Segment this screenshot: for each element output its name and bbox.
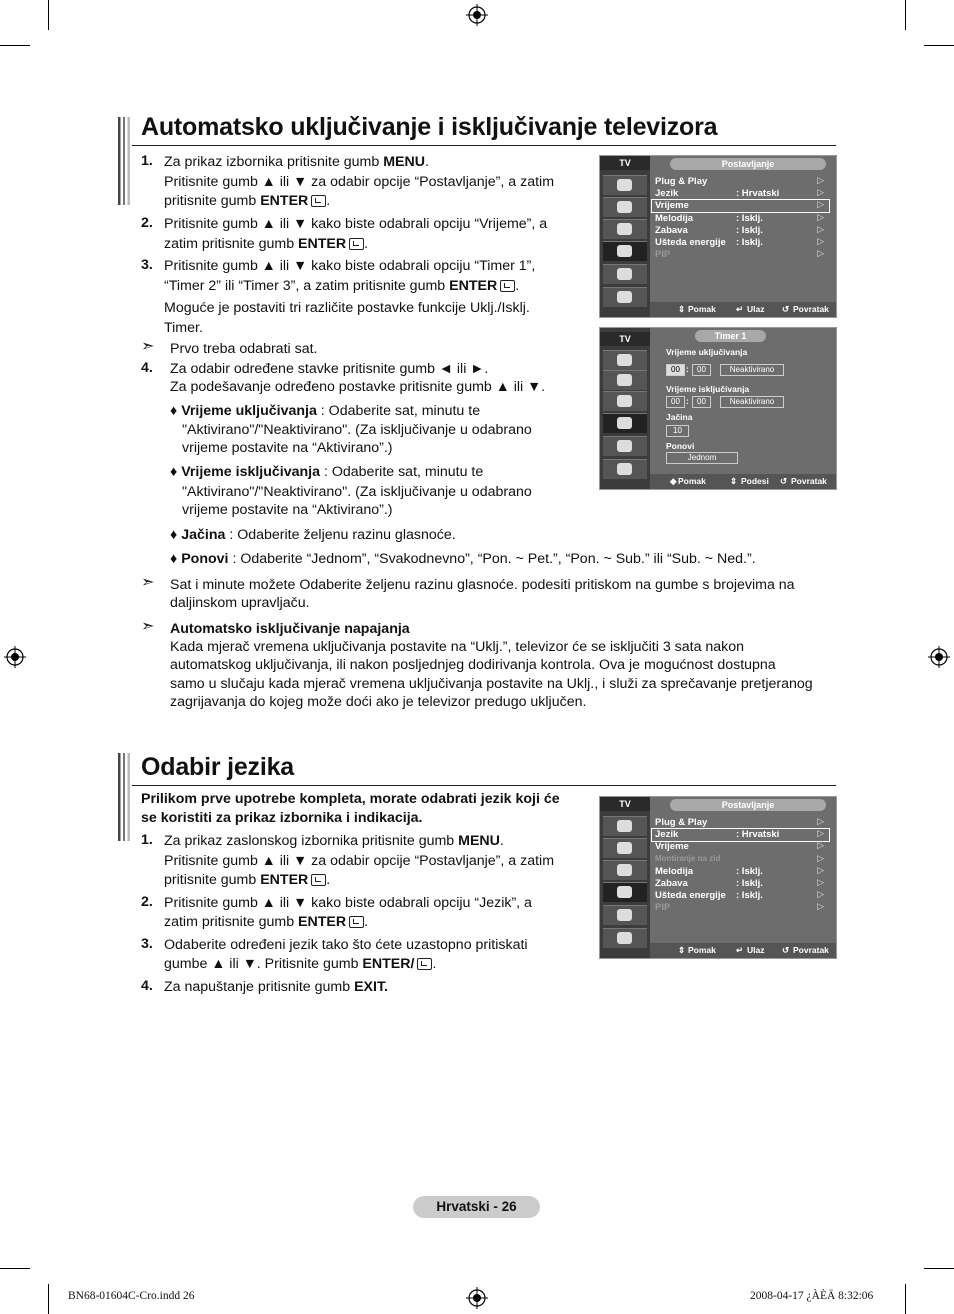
print-footer-left: BN68-01604C-Cro.indd 26 [68,1290,195,1302]
right-arrow-icon: ▷ [817,901,824,911]
bullet-item: ♦ Vrijeme uključivanja : Odaberite sat, minutu te [170,403,481,419]
registration-mark-icon [466,1287,488,1309]
osd-row: Melodija : Isklj. [655,866,763,877]
osd-tv-label: TV [600,156,650,170]
step-text: pritisnite gumb ENTER . [164,872,331,888]
right-arrow-icon: ▷ [817,175,824,185]
bullet-text: vrijeme postavite na “Aktivirano”.) [182,440,393,456]
step-text: Pritisnite gumb ▲ ili ▼ kako biste odabrali opciju “Vrijeme”, a [164,216,548,232]
osd-row: Plug & Play [655,176,708,187]
osd-label: Vrijeme uključivanja [666,347,748,357]
osd-tv-label: TV [600,797,650,811]
right-arrow-icon: ▷ [817,889,824,899]
osd-row: Jezik : Hrvatski [655,829,780,840]
note-text: Sat i minute možete Odaberite željenu razinu glasnoće. podesiti pritiskom na gumbe s brojevima na [170,577,795,593]
application-icon [603,459,647,479]
step-text: zatim pritisnite gumb ENTER . [164,914,369,930]
picture-icon [603,175,647,195]
step-text: Za prikaz zaslonskog izbornika pritisnite gumb MENU. [164,833,504,849]
osd-footer: ◆ Pomak ⇕ Podesi ↺ Povratak [650,474,836,489]
step-text: Za prikaz izbornika pritisnite gumb MENU. [164,154,429,170]
bullet-text: vrijeme postavite na “Aktivirano”.) [182,502,393,518]
enter-icon: ↵ [736,304,744,314]
step-number: 1. [141,153,153,169]
note-text: Prvo treba odabrati sat. [170,341,318,357]
step-text: Za napuštanje pritisnite gumb EXIT. [164,979,388,995]
sound-icon [603,370,647,390]
section-bar [118,753,130,841]
note-arrow-icon: ➣ [141,338,155,355]
registration-mark-icon [4,646,26,668]
enter-icon [311,874,326,886]
sound-icon [603,838,647,858]
bullet-item: ♦ Ponovi : Odaberite “Jednom”, “Svakodnevno”, “Pon. ~ Pet.”, “Pon. ~ Sub.” ili “Sub. ~ Ned.”. [170,551,756,567]
right-arrow-icon: ▷ [817,865,824,875]
print-footer-right: 2008-04-17 ¿ÀÈÄ 8:32:06 [750,1290,874,1302]
step-number: 4. [141,978,153,994]
step-text: zatim pritisnite gumb ENTER . [164,236,369,252]
right-arrow-icon: ▷ [817,212,824,222]
setup-gear-icon [603,413,647,433]
title-rule [132,145,836,146]
crop-mark [924,45,954,46]
note-text: Kada mjerač vremena uključivanja postavite na “Uklj.”, televizor će se isključiti 3 sata nakon [170,639,745,655]
right-arrow-icon: ▷ [817,828,824,838]
title-rule [132,785,836,786]
crop-mark [905,0,906,30]
enter-icon [349,238,364,250]
crop-mark [924,1268,954,1269]
step-text: Moguće je postaviti tri različite postavke funkcije Uklj./Isklj. [164,300,530,316]
registration-mark-icon [466,4,488,26]
osd-header: Postavljanje [670,158,826,170]
note-text: automatskog uključivanja, ili nakon posljednjeg dodirivanja kontrola. Ova je mogućnost dostupna [170,657,776,673]
crop-mark [905,1284,906,1314]
osd-row: Melodija : Isklj. [655,213,763,224]
step-text: Timer. [164,320,203,336]
osd-label: Vrijeme isključivanja [666,384,750,394]
osd-state-box: Neaktivirano [720,364,784,376]
picture-icon [603,350,647,370]
channel-icon [603,860,647,880]
right-arrow-icon: ▷ [817,877,824,887]
bullet-item: ♦ Jačina : Odaberite željenu razinu glasnoće. [170,527,456,543]
osd-colon: : [686,396,689,406]
right-arrow-icon: ▷ [817,853,824,863]
right-arrow-icon: ▷ [817,236,824,246]
step-number: 3. [141,257,153,273]
application-icon [603,287,647,307]
osd-volume-box: 10 [666,425,689,437]
note-arrow-icon: ➣ [141,574,155,591]
bullet-item: ♦ Vrijeme isključivanja : Odaberite sat, minutu te [170,464,484,480]
application-icon [603,928,647,948]
osd-header: Postavljanje [670,799,826,811]
section-title: Odabir jezika [141,753,295,781]
return-icon: ↺ [782,304,790,314]
page-number-badge: Hrvatski - 26 [413,1196,540,1218]
osd-row: Vrijeme [655,841,689,852]
enter-icon [500,280,515,292]
step-text: Odaberite određeni jezik tako što ćete uzastopno pritiskati [164,937,528,953]
step-text: Pritisnite gumb ▲ ili ▼ kako biste odabrali opciju “Timer 1”, [164,258,536,274]
registration-mark-icon [928,646,950,668]
step-text: Za odabir određene stavke pritisnite gumb ◄ ili ►. [170,361,489,377]
osd-repeat-box: Jednom [666,452,738,464]
sound-icon [603,197,647,217]
section-bar [118,117,130,205]
osd-row: PIP [655,249,671,260]
note-text: samo u slučaju kada mjerač vremena uključivanja postavite na Uklj., i služi za sprečavanje pretjeranog [170,676,813,692]
setup-gear-icon [603,241,647,261]
step-number: 2. [141,215,153,231]
bullet-text: "Aktivirano"/"Neaktivirano". (Za isključivanje u odabrano [182,484,532,500]
crop-mark [48,0,49,30]
osd-row: Zabava : Isklj. [655,225,763,236]
enter-icon: ↵ [736,945,744,955]
step-text: “Timer 2” ili “Timer 3”, a zatim pritisnite gumb ENTER . [164,278,520,294]
channel-icon [603,219,647,239]
section-title: Automatsko uključivanje i isključivanje televizora [141,113,718,141]
intro-text: Prilikom prve upotrebe kompleta, morate odabrati jezik koji će [141,791,560,807]
setup-gear-icon [603,882,647,902]
enter-icon [349,916,364,928]
step-text: pritisnite gumb ENTER . [164,193,331,209]
osd-footer: ⇕ Pomak ↵ Ulaz ↺ Povratak [650,943,836,958]
osd-header: Timer 1 [695,330,766,342]
move-icon: ⇕ [678,304,686,314]
right-arrow-icon: ▷ [817,840,824,850]
osd-label: Jačina [666,412,693,422]
step-text: Pritisnite gumb ▲ ili ▼ za odabir opcije “Postavljanje”, a zatim [164,853,555,869]
osd-hour-box: 00 [666,364,685,376]
note-text: zagrijavanja do kojeg može doći ako je televizor predugo uključen. [170,694,587,710]
osd-minute-box: 00 [692,396,711,408]
step-text: Za podešavanje određeno postavke pritisnite gumb ▲ ili ▼. [170,379,546,395]
picture-icon [603,816,647,836]
osd-tv-label: TV [600,332,650,346]
right-arrow-icon: ▷ [817,199,824,209]
crop-mark [0,45,30,46]
step-number: 3. [141,936,153,952]
return-icon: ↺ [782,945,790,955]
osd-row: Vrijeme [655,200,689,211]
move-icon: ⇕ [678,945,686,955]
right-arrow-icon: ▷ [817,187,824,197]
osd-setup-language-menu [599,796,837,959]
osd-row: Montiranje na zid [655,854,721,863]
input-icon [603,436,647,456]
enter-icon [417,958,432,970]
osd-footer: ⇕ Pomak ↵ Ulaz ↺ Povratak [650,302,836,317]
osd-minute-box: 00 [692,364,711,376]
osd-row: Zabava : Isklj. [655,878,763,889]
osd-setup-menu [599,155,837,318]
osd-row: Ušteda energije : Isklj. [655,237,763,248]
move-icon: ◆ [670,476,677,486]
osd-state-box: Neaktivirano [720,396,784,408]
crop-mark [0,1268,30,1269]
channel-icon [603,391,647,411]
right-arrow-icon: ▷ [817,816,824,826]
osd-timer-menu [599,327,837,490]
right-arrow-icon: ▷ [817,224,824,234]
note-text: daljinskom upravljaču. [170,595,310,611]
step-number: 2. [141,894,153,910]
crop-mark [48,1284,49,1314]
osd-row: PIP [655,902,671,913]
osd-row: Ušteda energije : Isklj. [655,890,763,901]
bullet-text: "Aktivirano"/"Neaktivirano". (Za isključivanje u odabrano [182,422,532,438]
note-heading: Automatsko isključivanje napajanja [170,621,410,637]
intro-text: se koristiti za prikaz izbornika i indikacija. [141,810,423,826]
osd-hour-box: 00 [666,396,685,408]
osd-colon: : [686,364,689,374]
adjust-icon: ⇕ [730,476,738,486]
step-text: Pritisnite gumb ▲ ili ▼ za odabir opcije “Postavljanje”, a zatim [164,174,555,190]
right-arrow-icon: ▷ [817,248,824,258]
osd-label: Ponovi [666,441,695,451]
enter-icon [311,195,326,207]
note-arrow-icon: ➣ [141,618,155,635]
input-icon [603,264,647,284]
return-icon: ↺ [780,476,788,486]
step-text: Pritisnite gumb ▲ ili ▼ kako biste odabrali opciju “Jezik”, a [164,895,532,911]
step-number: 1. [141,832,153,848]
step-text: gumbe ▲ ili ▼. Pritisnite gumb ENTER/ . [164,956,437,972]
step-number: 4. [141,360,153,376]
osd-row: Plug & Play [655,817,708,828]
osd-row: Jezik : Hrvatski [655,188,780,199]
input-icon [603,905,647,925]
